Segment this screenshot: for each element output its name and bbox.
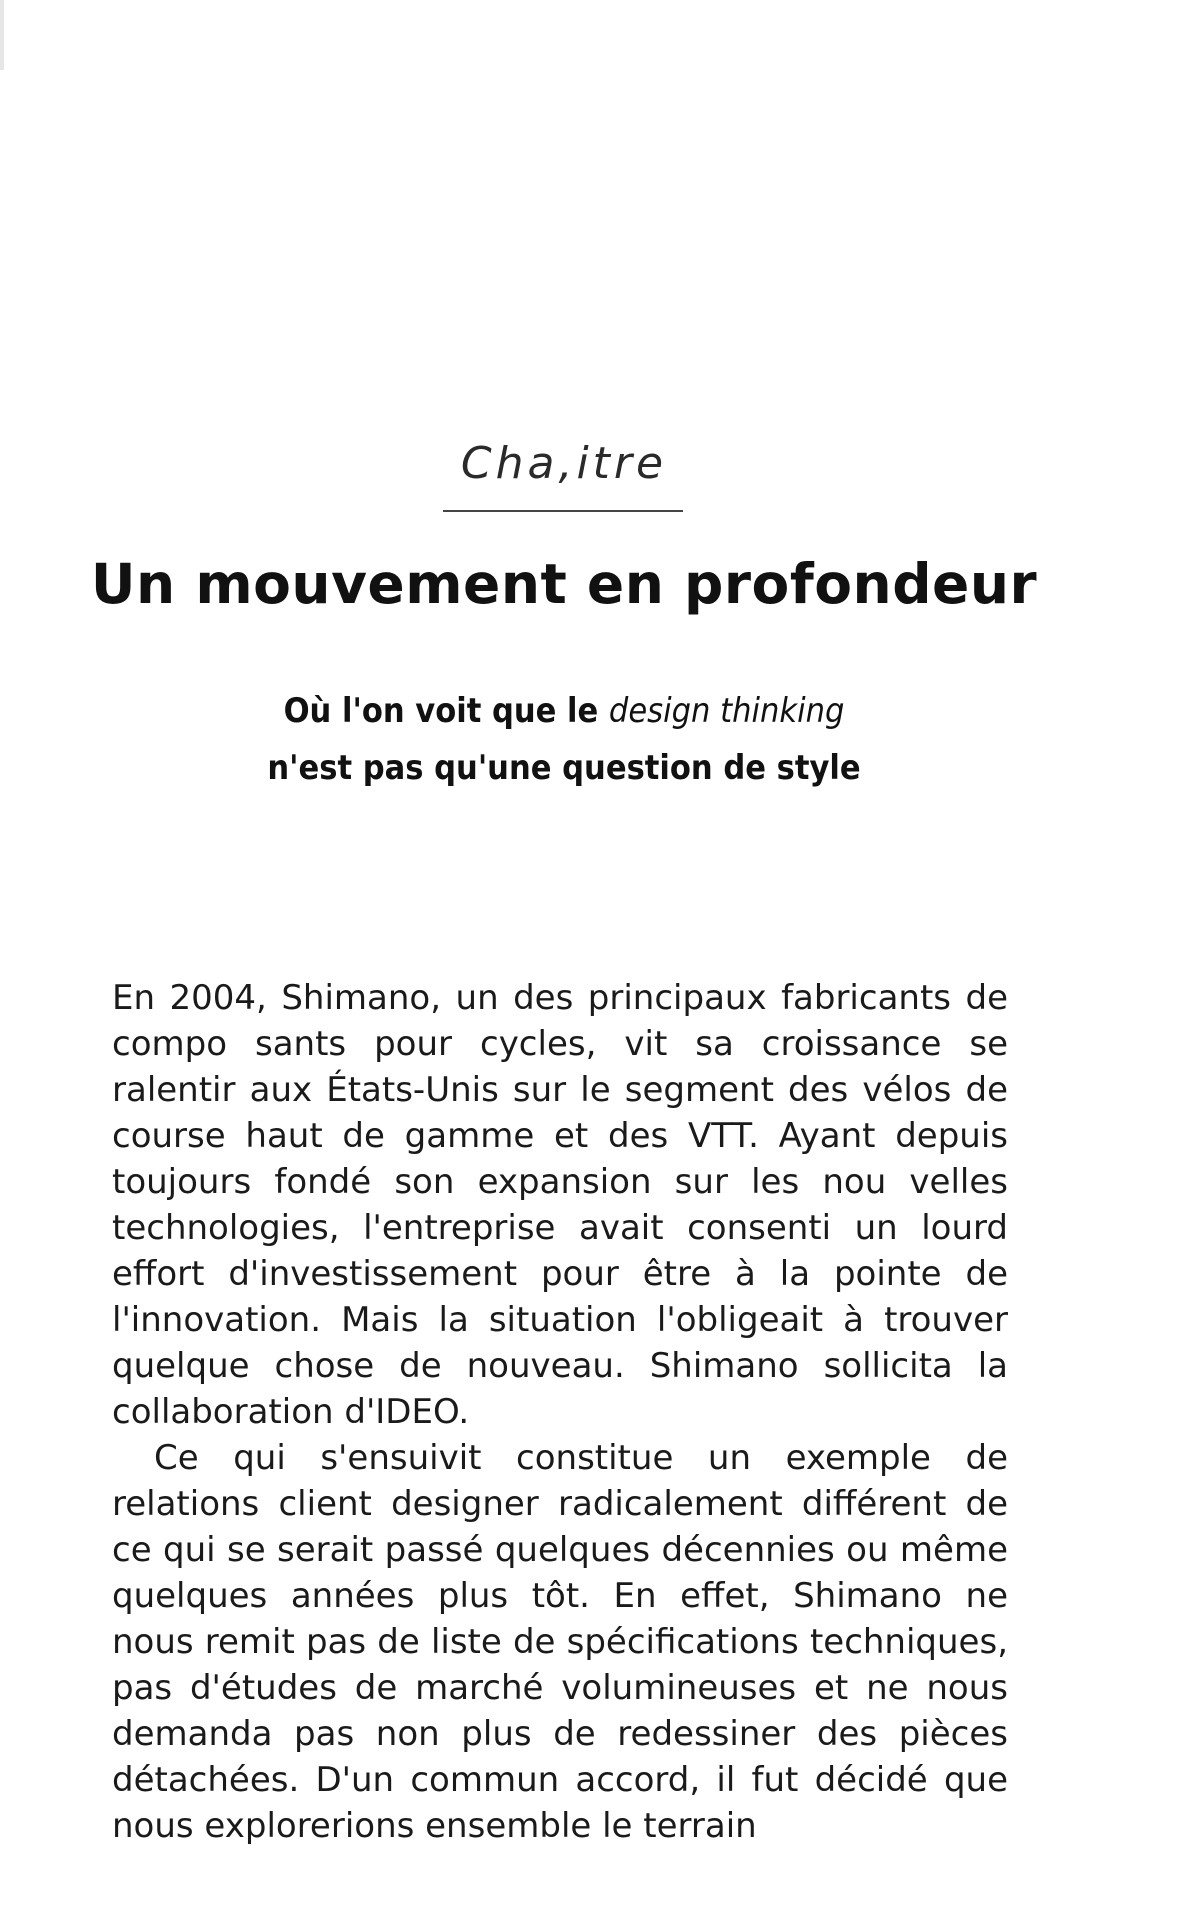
body-text — [112, 975, 1008, 1849]
subtitle-text-start: Où l'on voit que le — [283, 691, 609, 731]
subtitle-italic-term: design thinking — [608, 691, 845, 731]
chapter-label: Cha,itre — [460, 438, 668, 489]
chapter-subtitle — [0, 683, 1128, 797]
page-edge-mark — [0, 0, 4, 70]
paragraph-1: En 2004, Shimano, un des principaux fabricants de compo sants pour cycles, vit sa croissance se ralentir aux États-Unis sur le segment des vélos de course haut de gamme et des VTT. Ayant depuis toujours fondé son expansion sur les nou velles technologies, l'entreprise avait consenti un lourd effort d'investissement pour être à la pointe de l'innovation. Mais la situation l'obligeait à trouver quelque chose de nouveau. Shimano sollicita la collaboration d'IDEO. — [112, 978, 1008, 1432]
chapter-title: Un mouvement en profondeur — [90, 552, 1038, 616]
paragraph-2: Ce qui s'ensuivit constitue un exemple de relations client designer radicalement différent de ce qui se serait passé quelques décennies ou même quelques années plus tôt. En effet, Shimano ne nous remit pas de liste de spécifications techniques, pas d'études de marché volumineuses et ne nous demanda pas non plus de redessiner des pièces détachées. D'un commun accord, il fut décidé que nous explorerions ensemble le terrain — [112, 1438, 1008, 1846]
subtitle-line-1 — [0, 683, 1128, 740]
chapter-divider — [443, 510, 683, 512]
subtitle-line-2: n'est pas qu'une question de style — [267, 748, 861, 788]
